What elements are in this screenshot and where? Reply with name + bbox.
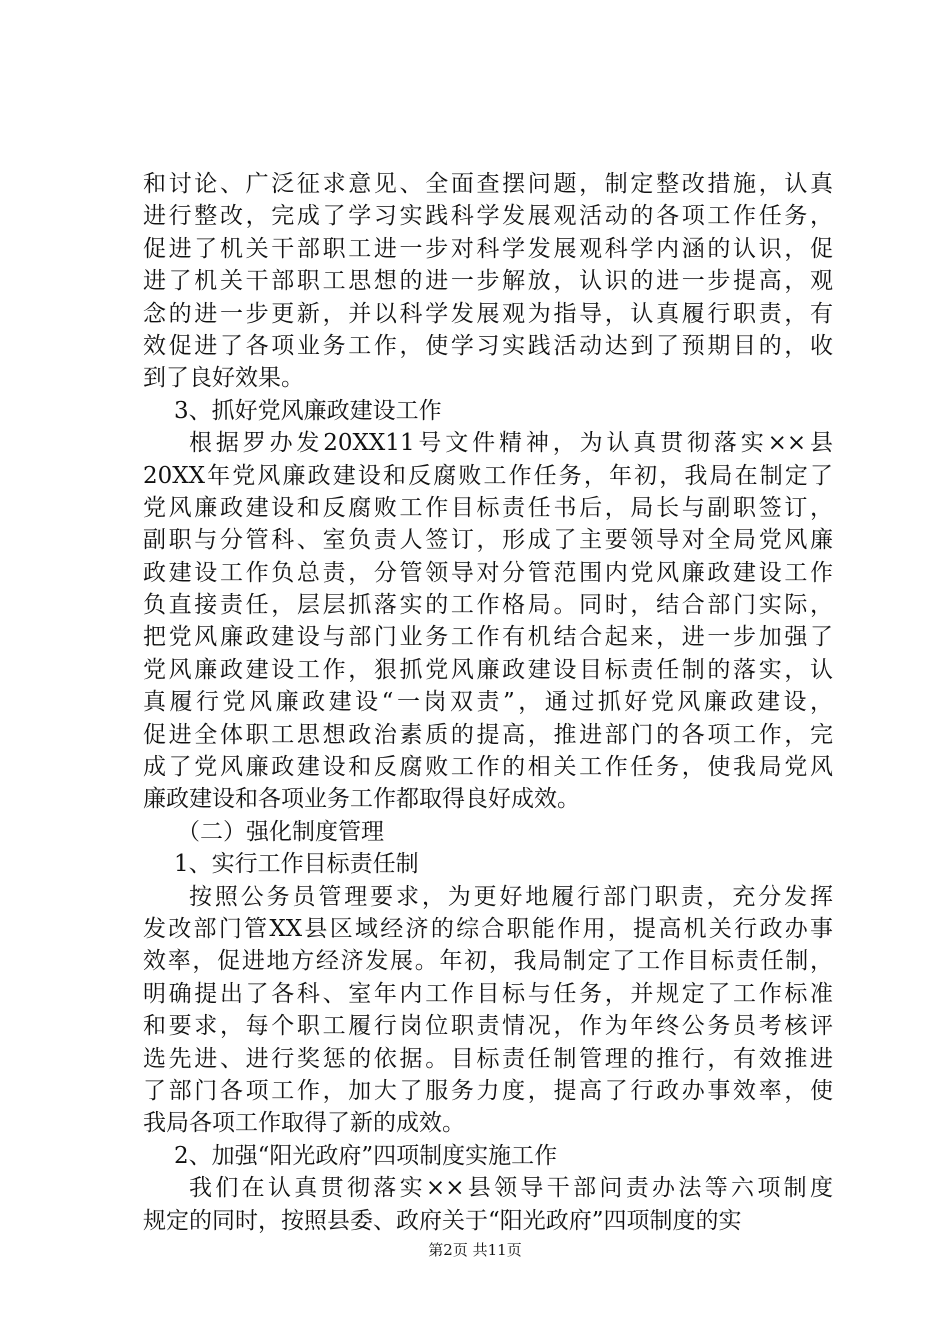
- paragraph-line: 把党风廉政建设与部门业务工作有机结合起来，进一步加强了: [143, 624, 833, 651]
- subsection-heading: 1、实行工作目标责任制: [174, 851, 419, 878]
- page-number-footer: [0, 1240, 950, 1260]
- document-body: [143, 168, 833, 1237]
- paragraph-line: 效促进了各项业务工作，使学习实践活动达到了预期目的，收: [143, 332, 833, 359]
- paragraph-line: 进了机关干部职工思想的进一步解放，认识的进一步提高，观: [143, 268, 833, 295]
- paragraph: [143, 168, 833, 395]
- paragraph-line: 和要求，每个职工履行岗位职责情况，作为年终公务员考核评: [143, 1013, 833, 1040]
- paragraph-line: 进行整改，完成了学习实践科学发展观活动的各项工作任务，: [143, 203, 833, 230]
- paragraph-line: 负直接责任，层层抓落实的工作格局。同时，结合部门实际，: [143, 592, 833, 619]
- paragraph-line: 20XX年党风廉政建设和反腐败工作任务，年初，我局在制定了: [143, 462, 833, 489]
- paragraph-line: 党风廉政建设工作，狠抓党风廉政建设目标责任制的落实，认: [143, 656, 833, 683]
- paragraph-line: 按照公务员管理要求，为更好地履行部门职责，充分发挥: [189, 883, 833, 910]
- paragraph-line: 廉政建设和各项业务工作都取得良好成效。: [143, 786, 580, 813]
- paragraph-line: 了部门各项工作，加大了服务力度，提高了行政办事效率，使: [143, 1077, 833, 1104]
- section-heading: （二）强化制度管理: [177, 818, 384, 845]
- paragraph-line: 和讨论、广泛征求意见、全面查摆问题，制定整改措施，认真: [143, 171, 833, 197]
- subsection-heading: 2、加强“阳光政府”四项制度实施工作: [174, 1142, 558, 1169]
- subsection-heading: 3、抓好党风廉政建设工作: [174, 397, 442, 424]
- paragraph-line: 发改部门管XX县区域经济的综合职能作用，提高机关行政办事: [143, 915, 833, 942]
- paragraph-line: 副职与分管科、室负责人签订，形成了主要领导对全局党风廉: [143, 527, 833, 554]
- paragraph-line: 根据罗办发20XX11号文件精神，为认真贯彻落实××县: [189, 430, 833, 457]
- paragraph-line: 政建设工作负总责，分管领导对分管范围内党风廉政建设工作: [143, 559, 833, 586]
- paragraph-line: 明确提出了各科、室年内工作目标与任务，并规定了工作标准: [143, 980, 833, 1007]
- paragraph-line: 我们在认真贯彻落实××县领导干部问责办法等六项制度: [189, 1175, 833, 1202]
- paragraph-line: 效率，促进地方经济发展。年初，我局制定了工作目标责任制，: [143, 948, 833, 975]
- paragraph-line: 选先进、进行奖惩的依据。目标责任制管理的推行，有效推进: [143, 1045, 833, 1072]
- paragraph: [143, 1172, 833, 1237]
- paragraph-line: 我局各项工作取得了新的成效。: [143, 1110, 465, 1137]
- paragraph-line: 规定的同时，按照县委、政府关于“阳光政府”四项制度的实: [143, 1207, 742, 1234]
- paragraph-line: 念的进一步更新，并以科学发展观为指导，认真履行职责，有: [143, 300, 833, 327]
- paragraph: [143, 427, 833, 816]
- paragraph-line: 党风廉政建设和反腐败工作目标责任书后，局长与副职签订，: [143, 494, 833, 521]
- paragraph-line: 成了党风廉政建设和反腐败工作的相关工作任务，使我局党风: [143, 754, 833, 781]
- paragraph-line: 到了良好效果。: [143, 365, 304, 392]
- paragraph-line: 真履行党风廉政建设“一岗双责”，通过抓好党风廉政建设，: [143, 689, 833, 716]
- paragraph-line: 促进全体职工思想政治素质的提高，推进部门的各项工作，完: [143, 721, 833, 748]
- paragraph-line: 促进了机关干部职工进一步对科学发展观科学内涵的认识，促: [143, 235, 833, 262]
- paragraph: [143, 881, 833, 1140]
- page-number-label: 第2页 共11页: [428, 1241, 522, 1259]
